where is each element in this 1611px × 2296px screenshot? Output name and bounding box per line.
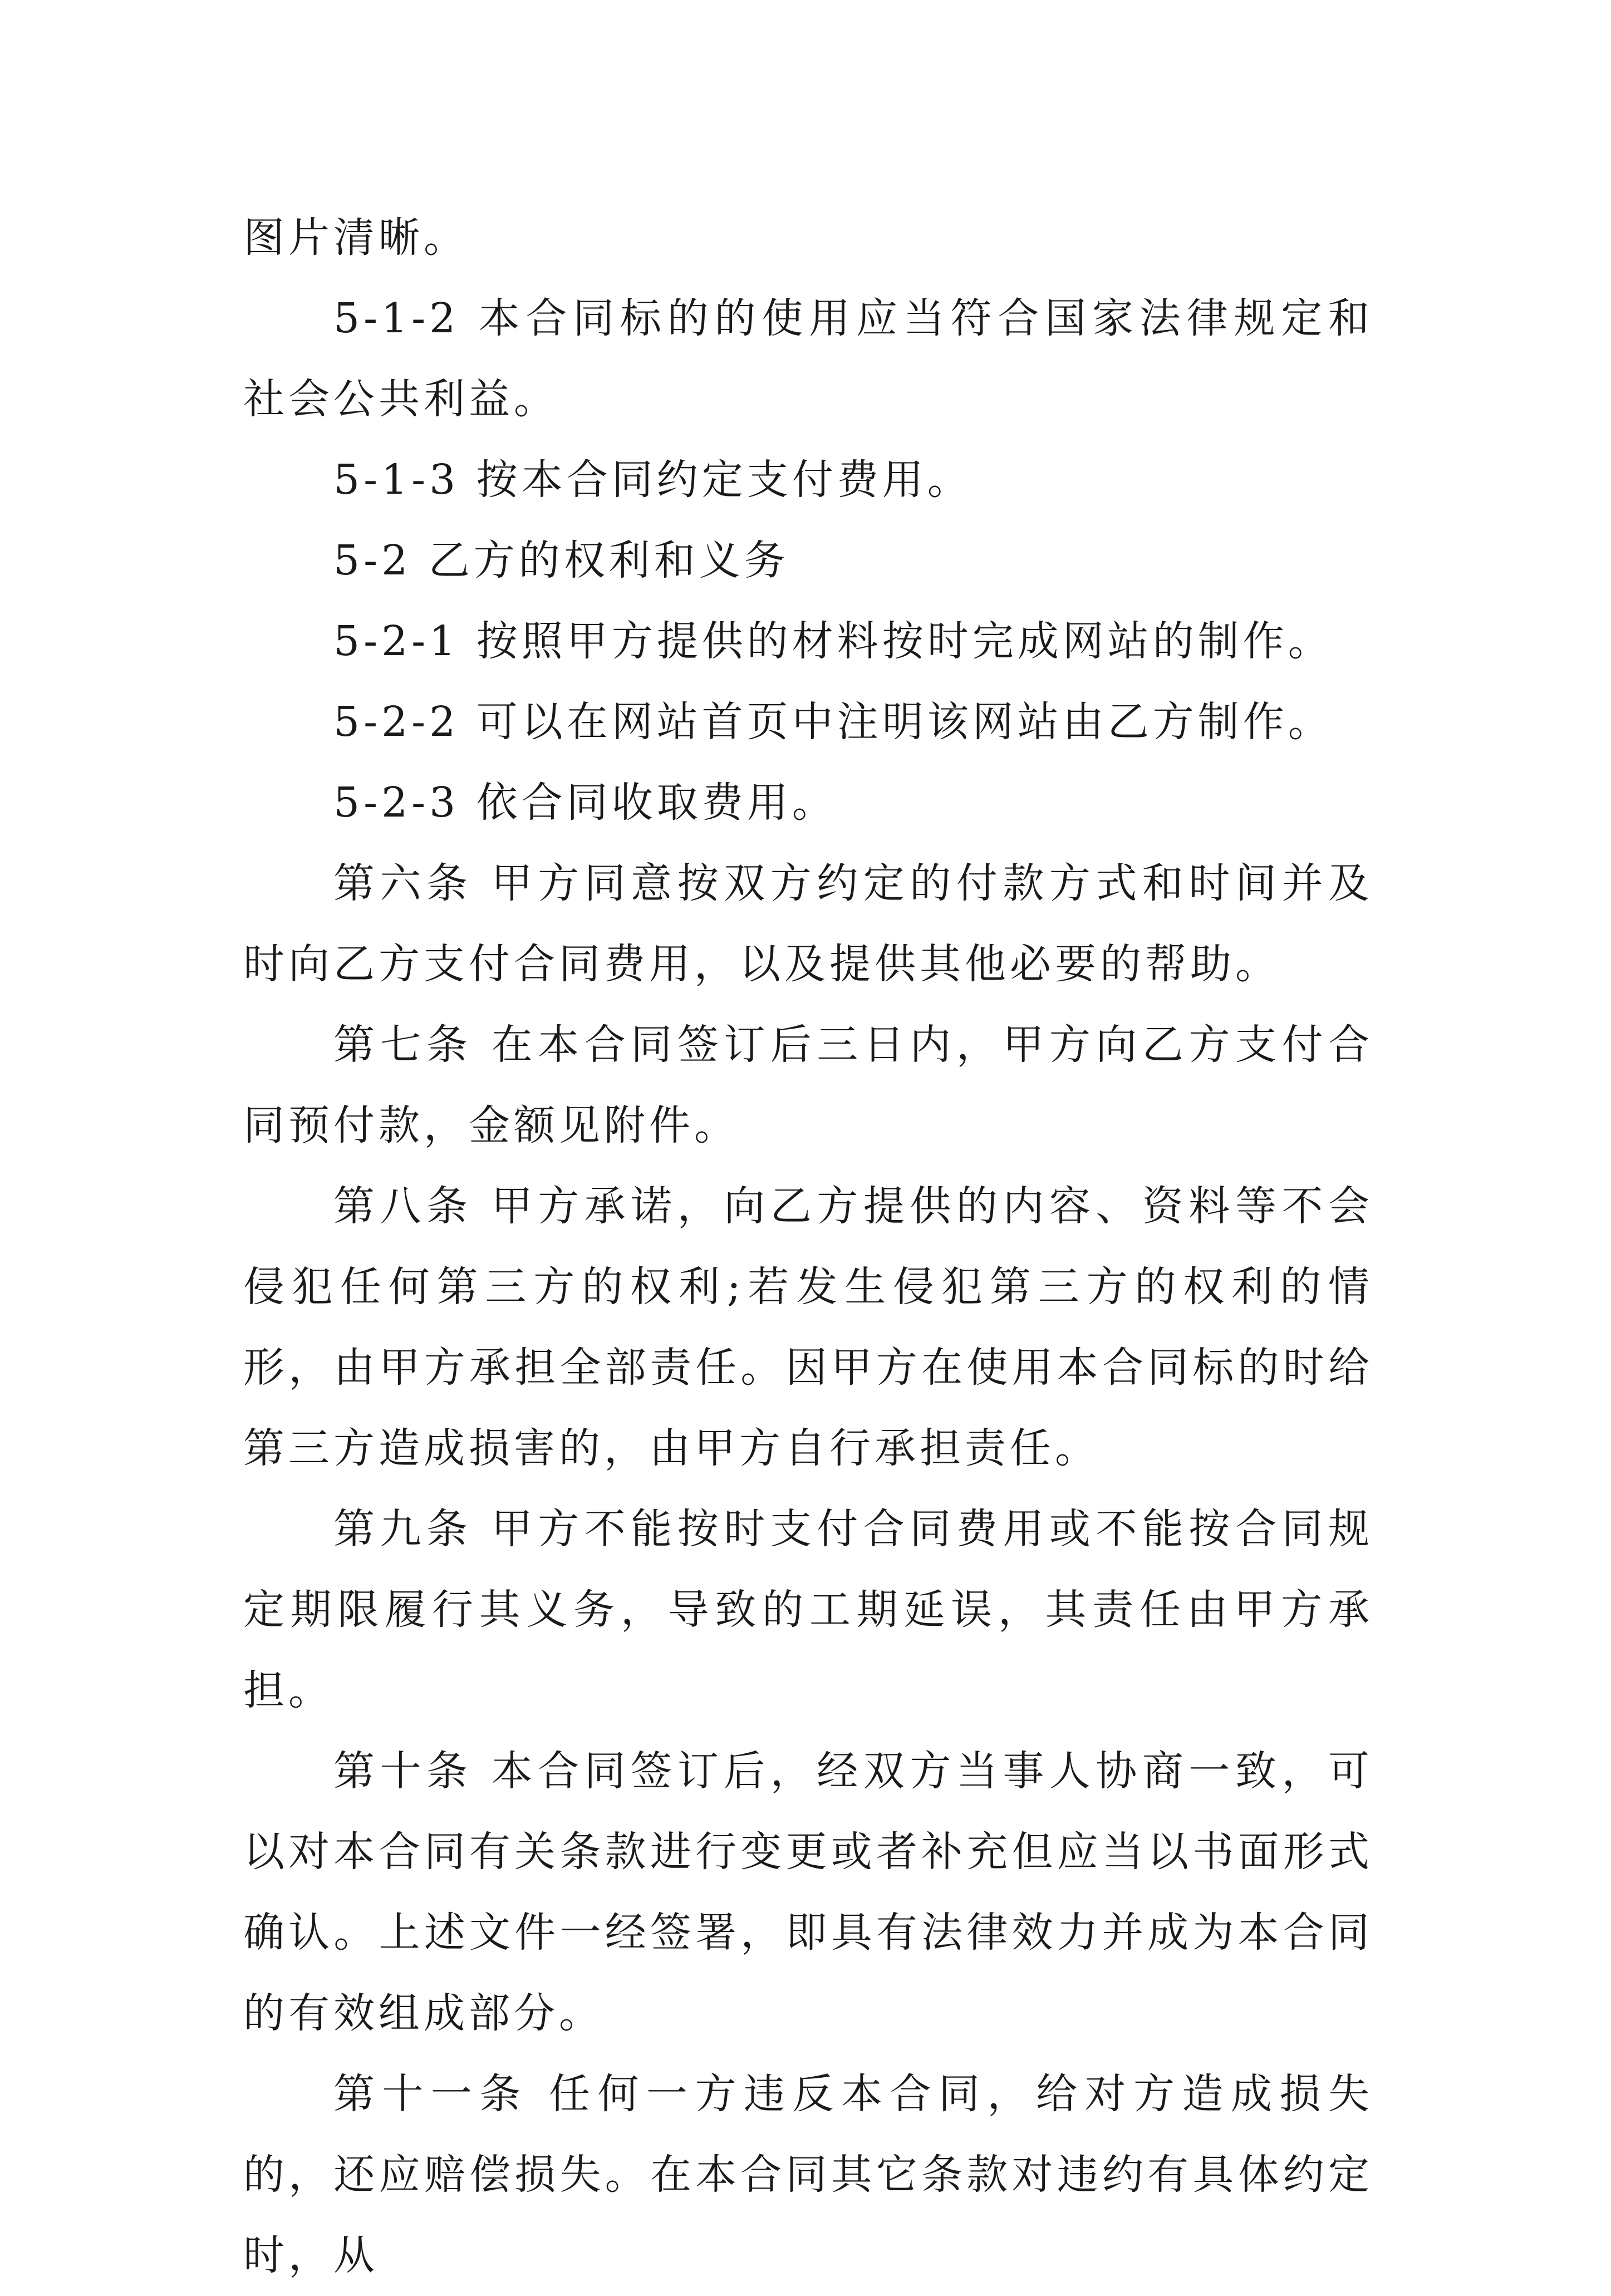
- paragraph-continuation: 图片清晰。: [243, 214, 469, 262]
- paragraph-clause-5-1-3: 5-1-3 按本合同约定支付费用。: [333, 456, 973, 504]
- paragraph-article-11: 第十一条 任何一方违反本合同，给对方造成损失的，还应赔偿损失。在本合同其它条款对违约有具体约定时，从: [243, 2070, 1373, 2279]
- paragraph-clause-5-2-2: 5-2-2 可以在网站首页中注明该网站由乙方制作。: [333, 698, 1333, 746]
- paragraph-article-9: 第九条 甲方不能按时支付合同费用或不能按合同规定期限履行其义务，导致的工期延误，其责任由甲方承担。: [243, 1505, 1373, 1714]
- paragraph-clause-5-1-2: 5-1-2 本合同标的的使用应当符合国家法律规定和社会公共利益。: [243, 294, 1373, 423]
- paragraph-article-8: 第八条 甲方承诺，向乙方提供的内容、资料等不会侵犯任何第三方的权利;若发生侵犯第三方的权利的情形，由甲方承担全部责任。因甲方在使用本合同标的时给第三方造成损害的，由甲方自行承担责任。: [243, 1182, 1373, 1472]
- paragraph-article-6: 第六条 甲方同意按双方约定的付款方式和时间并及时向乙方支付合同费用，以及提供其他必要的帮助。: [243, 859, 1373, 988]
- document-body: [243, 198, 1373, 2296]
- paragraph-clause-5-2-3: 5-2-3 依合同收取费用。: [333, 779, 837, 827]
- paragraph-article-7: 第七条 在本合同签订后三日内，甲方向乙方支付合同预付款，金额见附件。: [243, 1021, 1373, 1149]
- paragraph-clause-5-2-1: 5-2-1 按照甲方提供的材料按时完成网站的制作。: [333, 617, 1333, 665]
- paragraph-article-10: 第十条 本合同签订后，经双方当事人协商一致，可以对本合同有关条款进行变更或者补充但应当以书面形式确认。上述文件一经签署，即具有法律效力并成为本合同的有效组成部分。: [243, 1747, 1373, 2037]
- paragraph-clause-5-2-heading: 5-2 乙方的权利和义务: [333, 537, 789, 584]
